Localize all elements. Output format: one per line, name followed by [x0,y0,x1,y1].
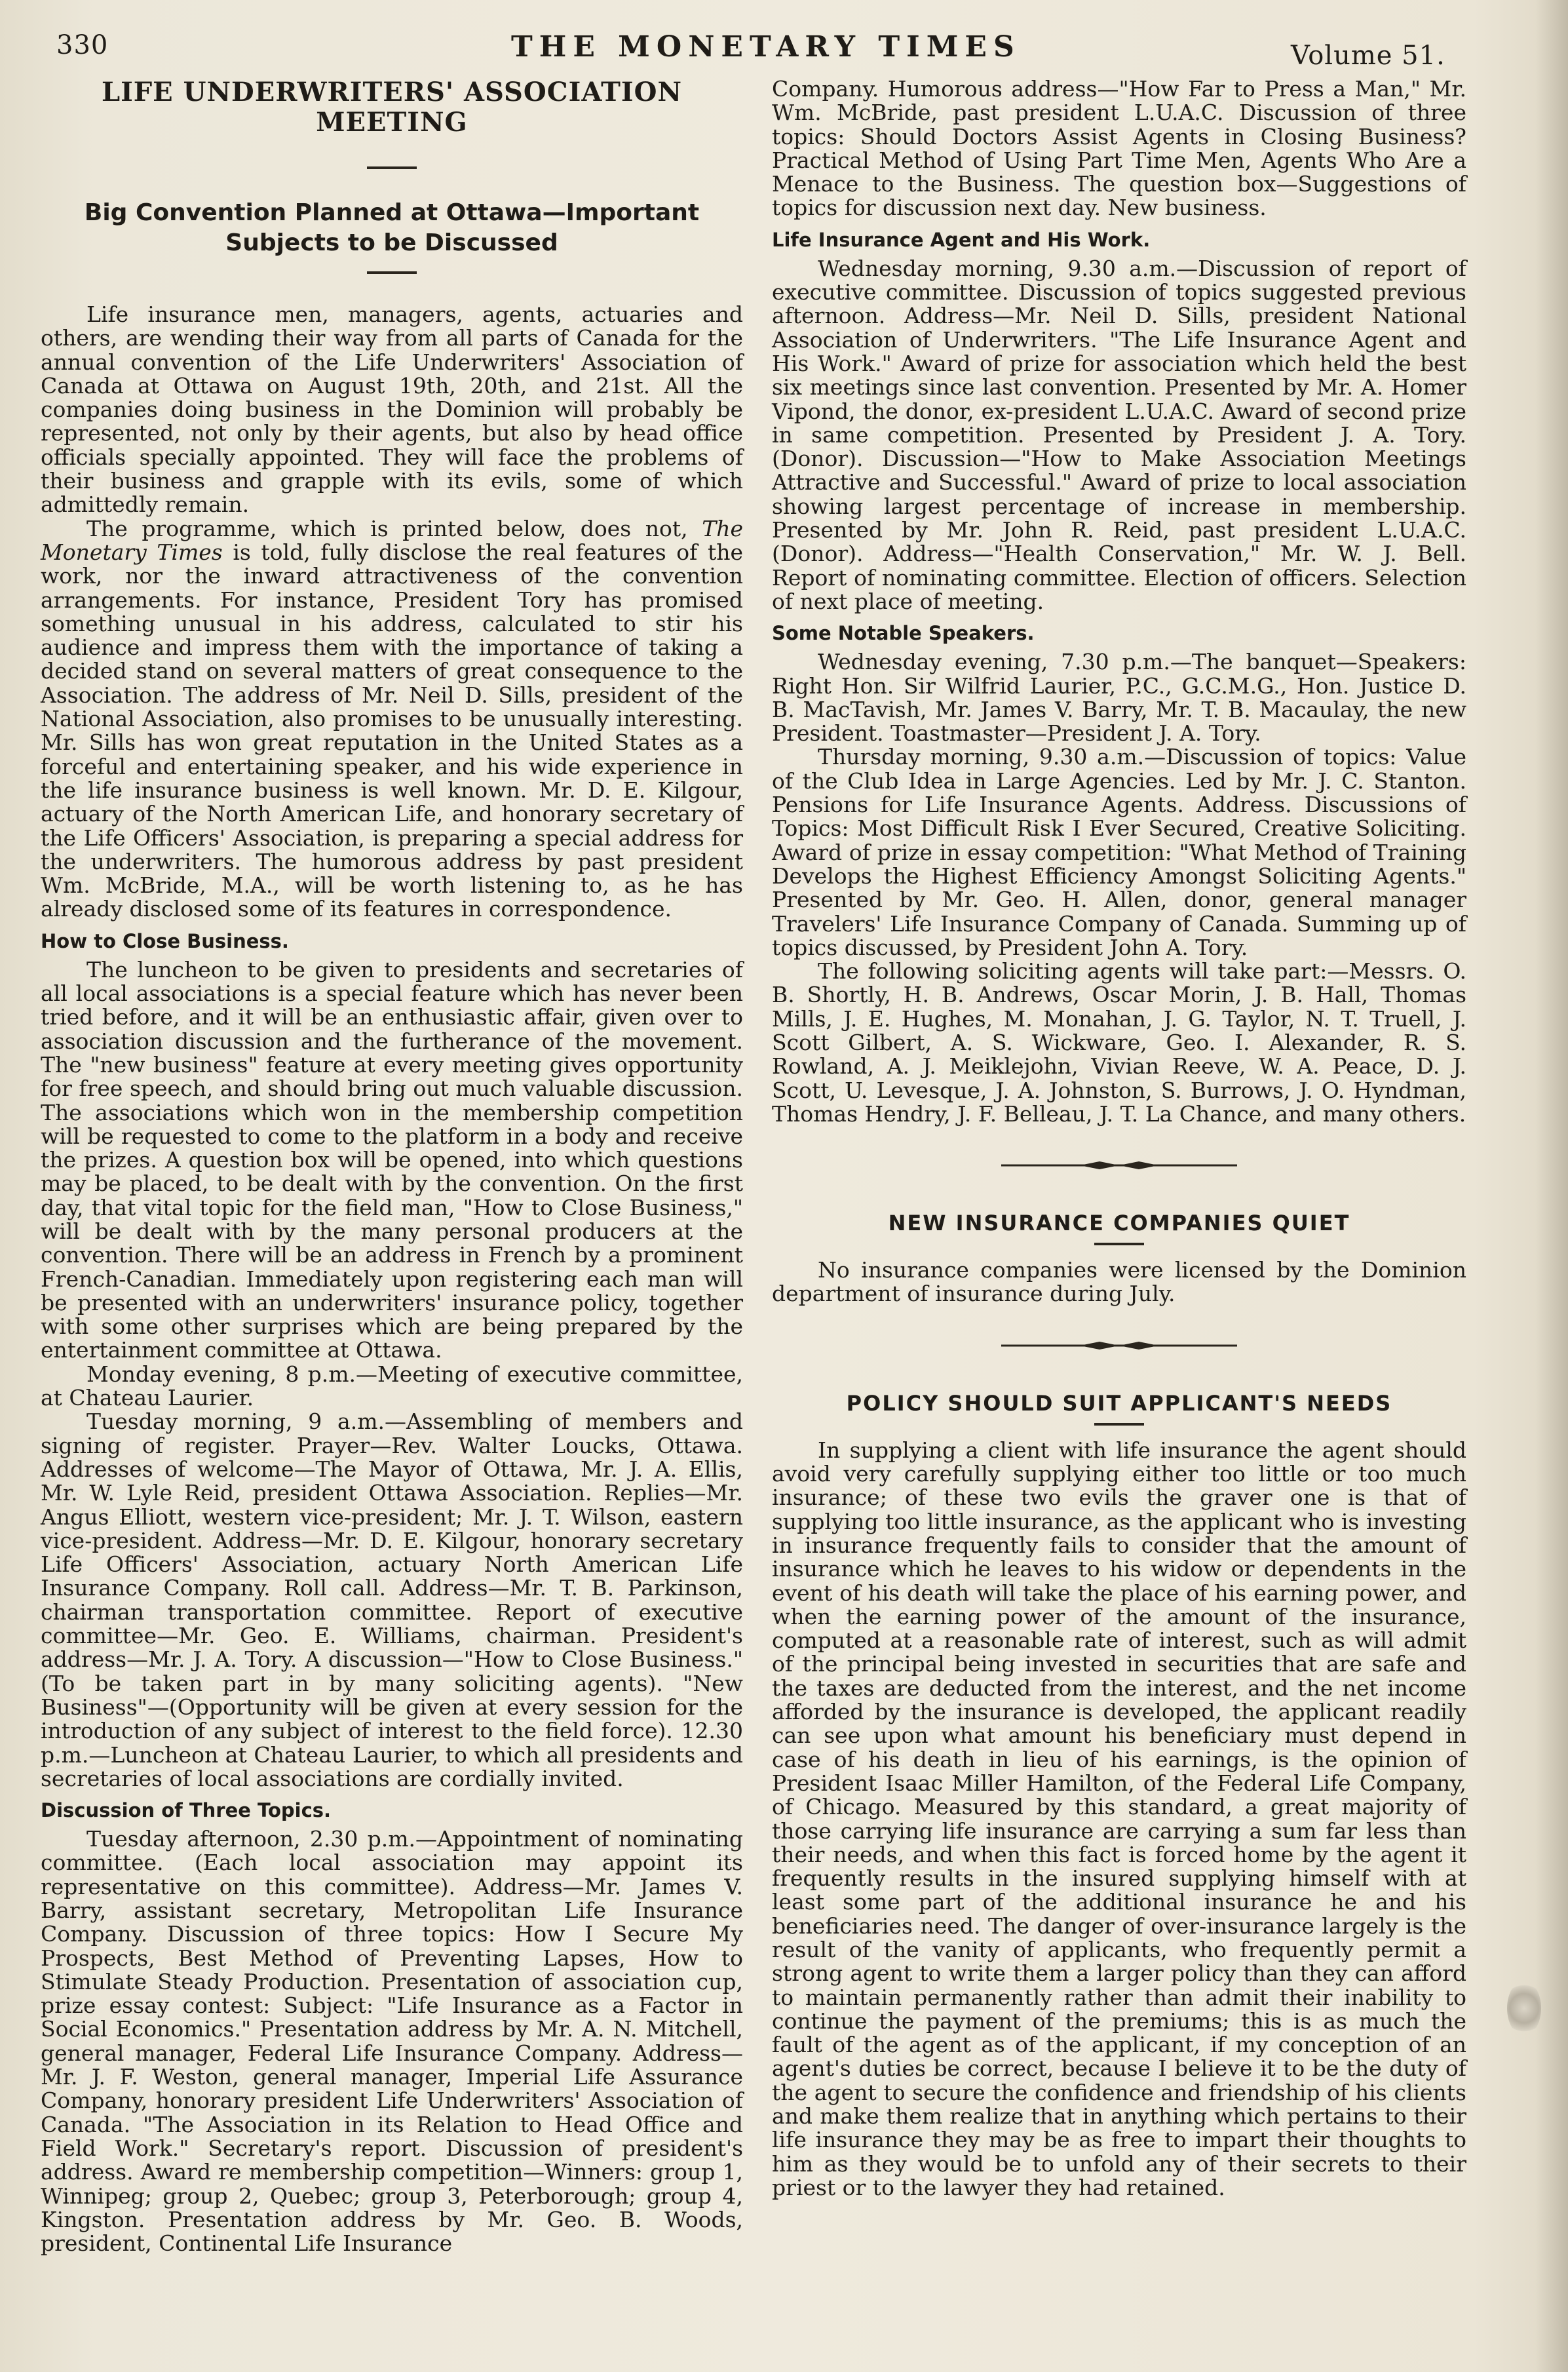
paragraph-intro: Life insurance men, managers, agents, actuaries and others, are wending their way from all parts of Canada for the annual convention of the Life Underwriters' Association of Canada at Ottawa on August 19th, 20th, and 21st. All the companies doing business in the Dominion will probably be represented, not only by their agents, but also by head office officials specially appointed. They will face the problems of their business and grapple with its evils, some of which admittedly remain. [41,301,743,518]
section-rule-2 [1094,1243,1144,1245]
paragraph-monday-evening: Monday evening, 8 p.m.—Meeting of executive committee, at Chateau Laurier. [41,1361,743,1411]
paragraph-tuesday-morning: Tuesday morning, 9 a.m.—Assembling of members and signing of register. Prayer—Rev. Walter Loucks, Ottawa. Addresses of welcome—The Mayor of Ottawa, Mr. J. A. Ellis, Mr. W. Lyle Reid, president Ottawa Association. Replies—Mr. Angus Elliott, western vice-president; Mr. J. T. Wilson, eastern vice-president. Address—Mr. D. E. Kilgour, honorary secretary Life Officers' Association, actuary North American Life Insurance Company. Roll call. Address—Mr. T. B. Parkinson, chairman transportation committee. Report of executive committee—Mr. Geo. E. Williams, chairman. President's address—Mr. J. A. Tory. A discussion—"How to Close Business." (To be taken part in by many soliciting agents). "New Business"—(Opportunity will be given at every session for the introduction of any subject of interest to the field force). 12.30 p.m.—Luncheon at Chateau Laurier, to which all presidents and secretaries of local associations are cordially invited. [41,1409,743,1791]
paragraph-thursday-morning: Thursday morning, 9.30 a.m.—Discussion of topics: Value of the Club Idea in Large Agencies. Led by Mr. J. C. Stanton. Pensions for Life Insurance Agents. Address. Discussions of Topics: Most Difficult Risk I Ever Secured, Creative Soliciting. Award of prize in essay competition: "What Method of Training Develops the Highest Efficiency Amongst Soliciting Agents." Presented by Mr. Geo. H. Allen, donor, general manager Travelers' Life Insurance Company of Canada. Summing up of topics discussed, by President John A. Tory. [772,744,1466,960]
ornament-divider-2 [1001,1339,1237,1352]
masthead-title: THE MONETARY TIMES [511,30,1021,64]
subhead-life-insurance-agent: Life Insurance Agent and His Work. [772,228,1151,251]
paragraph-tuesday-afternoon-continued: Company. Humorous address—"How Far to Press a Man," Mr. Wm. McBride, past president L.U.A.C. Discussion of three topics: Should Doctors Assist Agents in Closing Business? Practical Method of Using Part Time Men, Agents Who Are a Menace to the Business. The question box—Suggestions of topics for discussion next day. New business. [772,76,1466,221]
subhead-notable-speakers: Some Notable Speakers. [772,622,1035,645]
binding-hole-mark [1507,1981,1541,2036]
paragraph-programme-start: The programme, which is printed below, does not, [86,515,702,541]
paragraph-wednesday-morning: Wednesday morning, 9.30 a.m.—Discussion of report of executive committee. Discussion of topics suggested previous afternoon. Address—Mr. Neil D. Sills, president National Association of Underwriters. "The Life Insurance Agent and His Work." Award of prize for association which held the best six meetings since last convention. Presented by Mr. A. Homer Vipond, the donor, ex-president L.U.A.C. Award of second prize in same competition. Presented by President J. A. Tory. (Donor). Discussion—"How to Make Association Meetings Attractive and Successful." Award of prize to local association showing largest percentage of increase in membership. Presented by Mr. John R. Reid, past president L.U.A.C. (Donor). Address—"Health Conservation," Mr. W. J. Bell. Report of nominating committee. Election of officers. Selection of next place of meeting. [772,255,1466,614]
article-subtitle: Big Convention Planned at Ottawa—Important Subjects to be Discussed [84,199,700,256]
paragraph-soliciting-agents: The following soliciting agents will take part:—Messrs. O. B. Shortly, H. B. Andrews, Oscar Morin, J. B. Hall, Thomas Mills, J. E. Hughes, M. Monahan, J. G. Taylor, N. T. Truell, J. Scott Gilbert, A. S. Wickware, Geo. I. Alexander, R. S. Rowland, A. J. Meiklejohn, Vivian Reeve, W. A. Peace, D. J. Scott, U. Levesque, J. A. Johnston, S. Burrows, J. O. Hyndman, Thomas Hendry, J. F. Belleau, J. T. La Chance, and many others. [772,958,1466,1127]
article-title-policy-suit-needs: POLICY SHOULD SUIT APPLICANT'S NEEDS [846,1390,1392,1416]
ornament-divider-1 [1001,1159,1237,1172]
paragraph-tuesday-afternoon: Tuesday afternoon, 2.30 p.m.—Appointment of nominating committee. (Each local association may appoint its representative on this committee). Address—Mr. James V. Barry, assistant secretary, Metropolitan Life Insurance Company. Discussion of three topics: How I Secure My Prospects, Best Method of Preventing Lapses, How to Stimulate Steady Production. Presentation of association cup, prize essay contest: Subject: "Life Insurance as a Factor in Social Economics." Presentation address by Mr. A. N. Mitchell, general manager, Federal Life Insurance Company. Address—Mr. J. F. Weston, general manager, Imperial Life Assurance Company, honorary president Life Underwriters' Association of Canada. "The Association in its Relation to Head Office and Field Work." Secretary's report. Discussion of president's address. Award re membership competition—Winners: group 1, Winnipeg; group 2, Quebec; group 3, Peterborough; group 4, Kingston. Presentation address by Mr. Geo. B. Woods, president, Continental Life Insurance [41,1826,743,2257]
paragraph-programme-rest: is told, fully disclose the real features of the work, nor the inward attractiveness of the convention arrangements. For instance, President Tory has promised something unusual in his address, calculated to stir his audience and impress them with the importance of taking a decided stand on several matters of great consequence to the Association. The address of Mr. Neil D. Sills, president of the National Association, also promises to be unusually interesting. Mr. Sills has won great reputation in the United States as a forceful and entertaining speaker, and his wide experience in the life insurance business is well known. Mr. D. E. Kilgour, actuary of the North American Life, and honorary secretary of the Life Officers' Association, is preparing a special address for the underwriters. The humorous address by past president Wm. McBride, M.A., will be worth listening to, as he has already disclosed some of its features in correspondence. [41,539,743,922]
publication-name-italic: The Monetary Times [41,515,743,565]
paragraph-policy-needs: In supplying a client with life insurance the agent should avoid very carefully supplying either too little or too much insurance; of these two evils the graver one is that of supplying too little insurance, as the applicant who is investing in insurance frequently fails to consider that the amount of insurance which he leaves to his widow or dependents in the event of his death will take the place of his earning power, and when the earning power of the amount of the insurance, computed at a reasonable rate of interest, such as will admit of the principal being invested in securities that are safe and the taxes are deducted from the interest, and the net income afforded by the insurance is developed, the applicant readily can see upon what amount his beneficiary must depend in case of his death in lieu of his earnings, is the opinion of President Isaac Miller Hamilton, of the Federal Life Company, of Chicago. Measured by this standard, a great majority of those carrying life insurance are carrying a sum far less than their needs, and when this fact is forced home by the agent it frequently results in the insured supplying himself with at least some part of the additional insurance he and his beneficiaries need. The danger of over-insurance largely is the result of the vanity of applicants, who frequently permit a strong agent to write them a larger policy than they can afford to maintain permanently rather than admit their inability to continue the payment of the premiums; this is as much the fault of the agent as of the applicant, if my conception of an agent's duties be correct, because I believe it to be the duty of the agent to secure the confidence and friendship of his clients and make them realize that in anything which pertains to their life insurance they may be as free to impart their thoughts to him as they would be to unfold any of their secrets to their priest or to the lawyer they had retained. [772,1437,1466,2200]
article-title-new-insurance-companies: NEW INSURANCE COMPANIES QUIET [888,1211,1350,1236]
volume-label: Volume 51. [1291,41,1445,71]
subhead-how-to-close-business: How to Close Business. [41,929,289,952]
left-column [41,77,743,2255]
title-rule [367,166,417,169]
right-column [772,77,1466,2200]
article-title-life-underwriters: LIFE UNDERWRITERS' ASSOCIATION MEETING [101,77,683,138]
subhead-discussion-three-topics: Discussion of Three Topics. [41,1799,332,1822]
paragraph-programme [41,517,743,922]
paragraph-luncheon: The luncheon to be given to presidents and secretaries of all local associations is a special feature which has never been tried before, and it will be an enthusiastic affair, given over to association discussion and the furtherance of the movement. The "new business" feature at every meeting gives opportunity for free speech, and should bring out much valuable discussion. The associations which won in the membership competition will be requested to come to the platform in a body and receive the prizes. A question box will be opened, into which questions may be placed, to be dealt with by the convention. On the first day, that vital topic for the field man, "How to Close Business," will be dealt with by the many personal producers at the convention. There will be an address in French by a prominent French-Canadian. Immediately upon registering each man will be presented with an underwriters' insurance policy, together with some other surprises which are being prepared by the entertainment committee at Ottawa. [41,956,743,1363]
paragraph-no-companies-licensed: No insurance companies were licensed by the Dominion department of insurance during July. [772,1257,1466,1307]
paragraph-wednesday-evening: Wednesday evening, 7.30 p.m.—The banquet—Speakers: Right Hon. Sir Wilfrid Laurier, P.C., G.C.M.G., Hon. Justice D. B. MacTavish, Mr. James V. Barry, Mr. T. B. Macaulay, the new President. Toastmaster—President J. A. Tory. [772,649,1466,747]
page-number: 330 [56,30,109,60]
section-rule-3 [1094,1423,1144,1426]
subtitle-rule [367,271,417,274]
